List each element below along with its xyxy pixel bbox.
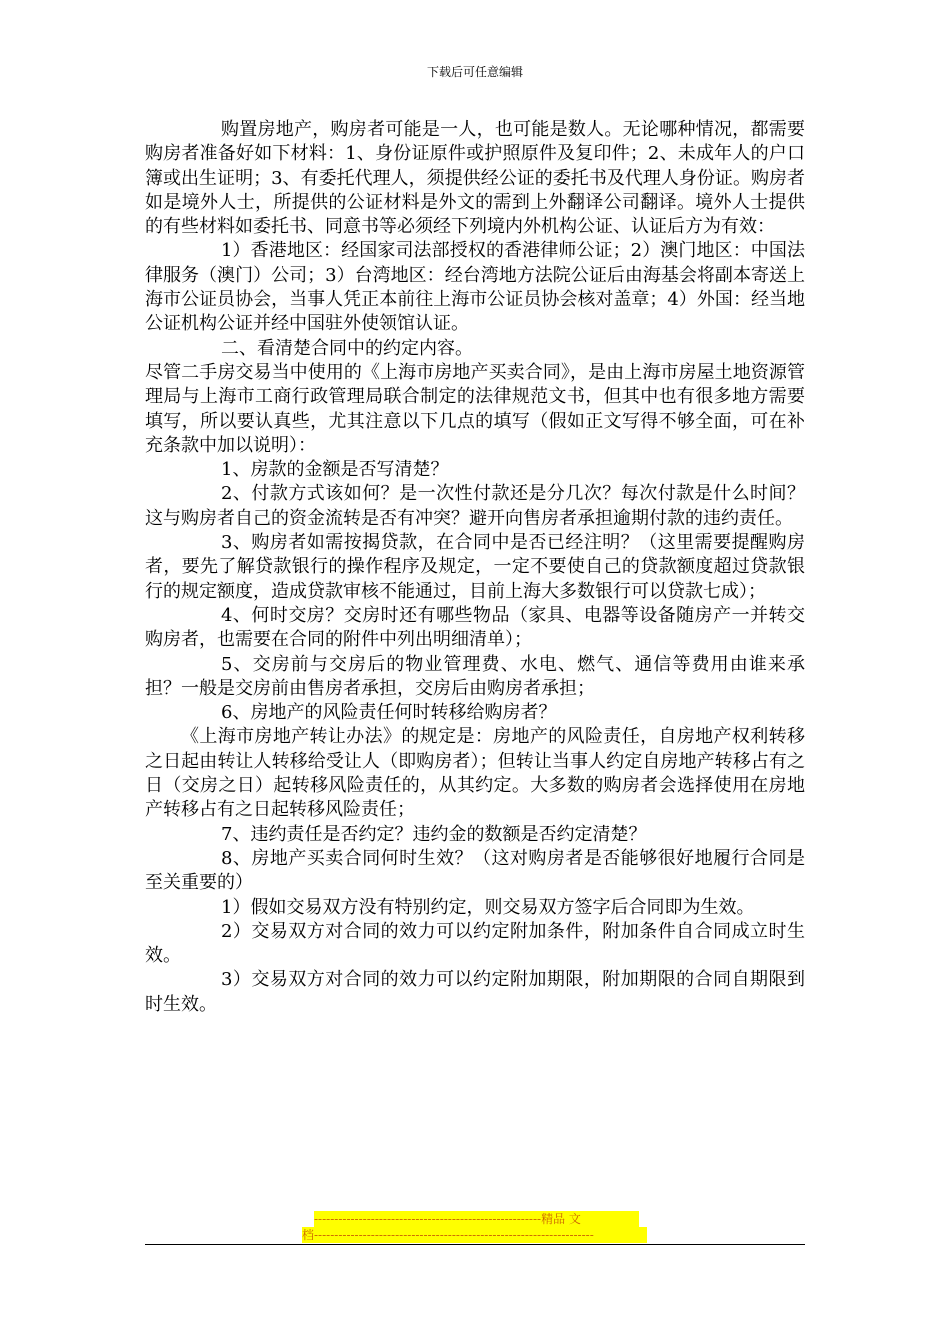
list-item-8: 8、房地产买卖合同何时生效？（这对购房者是否能够很好地履行合同是至关重要的） [145,847,805,894]
header-note: 下载后可任意编辑 [426,65,523,79]
footer-line-2: 档--------------------------------------------------------------------- [302,1227,647,1243]
sub-item-3: 3）交易双方对合同的效力可以约定附加期限，附加期限的合同自期限到时生效。 [145,969,805,1015]
paragraph-contract-intro: 尽管二手房交易当中使用的《上海市房地产买卖合同》，是由上海市房屋土地资源管理局与上海市工商行政管理局联合制定的法律规范文书，但其中也有很多地方需要填写，所以要认真些，尤其注意以下几点的填写（假如正文写得不够全面，可在补充条款中加以说明）： [145,361,805,456]
section-heading-contract: 二、看清楚合同中的约定内容。 [221,337,473,359]
list-item-6: 6、房地产的风险责任何时转移给购房者？ [221,702,557,724]
footer-divider [145,1244,805,1245]
list-item-2: 2、付款方式该如何？是一次性付款还是分几次？每次付款是什么时间？这与购房者自己的资金流转是否有冲突？避开向售房者承担逾期付款的违约责任。 [145,483,805,529]
list-item-5: 5、交房前与交房后的物业管理费、水电、燃气、通信等费用由谁来承担？一般是交房前由售房者承担，交房后由购房者承担； [145,653,805,699]
paragraph-notarization-regions: 1）香港地区：经国家司法部授权的香港律师公证；2）澳门地区：中国法律服务（澳门）公司；3）台湾地区：经台湾地方法院公证后由海基会将副本寄送上海市公证员协会，当事人凭正本前往上海市公证员协会核对盖章；4）外国：经当地公证机构公证并经中国驻外使领馆认证。 [145,240,805,335]
list-item-7: 7、违约责任是否约定？违约金的数额是否约定清楚？ [221,823,647,845]
list-item-1: 1、房款的金额是否写清楚？ [221,459,449,481]
paragraph-intro-materials: 购置房地产，购房者可能是一人，也可能是数人。无论哪种情况，都需要购房者准备好如下材料：1、身份证原件或护照原件及复印件；2、未成年人的户口簿或出生证明；3、有委托代理人，须提供经公证的委托书及代理人身份证。购房者如是境外人士，所提供的公证材料是外文的需到上外翻译公司翻译。境外人士提供的有些材料如委托书、同意书等必须经下列境内外机构公证、认证后方为有效： [145,119,805,238]
footer-watermark [302,1211,652,1243]
paragraph-risk-rule: 《上海市房地产转让办法》的规定是：房地产的风险责任，自房地产权利转移之日起由转让人转移给受让人（即购房者）；但转让当事人约定自房地产转移占有之日（交房之日）起转移风险责任的，从其约定。大多数的购房者会选择使用在房地产转移占有之日起转移风险责任； [145,726,805,821]
list-item-3: 3、购房者如需按揭贷款，在合同中是否已经注明？（这里需要提醒购房者，要先了解贷款银行的操作程序及规定，一定不要使自己的贷款额度超过贷款银行的规定额度，造成贷款审核不能通过，目前上海大多数银行可以贷款七成）； [145,532,805,602]
document-body [145,118,805,1017]
footer-line-1: --------------------------------------------------------精品 文 [314,1211,639,1227]
sub-item-2: 2）交易双方对合同的效力可以约定附加条件，附加条件自合同成立时生效。 [145,920,805,967]
sub-item-1: 1）假如交易双方没有特别约定，则交易双方签字后合同即为生效。 [221,896,755,918]
list-item-4: 4、何时交房？交房时还有哪些物品（家具、电器等设备随房产一并转交购房者，也需要在合同的附件中列出明细清单）； [145,604,805,651]
